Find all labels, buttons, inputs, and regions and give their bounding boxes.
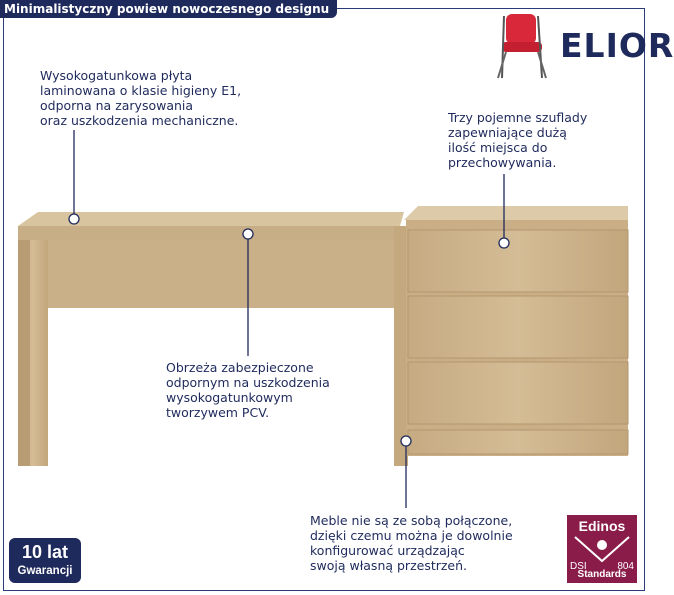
- annotation-drawers: Trzy pojemne szuflady zapewniające dużą ilość miejsca do przechowywania.: [448, 110, 588, 170]
- certificate-label: Standards: [577, 569, 627, 580]
- certificate-prefix: DSI: [570, 561, 587, 572]
- annotation-configuration: Meble nie są ze sobą połączone, dzięki czemu można je dowolnie konfigurować urządzając swoją własną przestrzeń.: [310, 513, 513, 573]
- certificate-number: 804: [617, 561, 634, 572]
- annotation-edges: Obrzeża zabezpieczone odpornym na uszkodzenia wysokogatunkowym tworzywem PCV.: [166, 360, 330, 420]
- drawer-chest: [404, 206, 628, 456]
- annotation-laminate: Wysokogatunkowa płyta laminowana o klasie higieny E1, odporna na zarysowania oraz uszkodzenia mechaniczne.: [40, 68, 242, 128]
- certificate-brand: Edinos: [578, 518, 626, 534]
- brand-logo-text: ELIOR: [560, 26, 674, 65]
- desk: [18, 212, 408, 466]
- edinos-certificate: [567, 515, 637, 583]
- page-title: Minimalistyczny powiew nowoczesnego designu: [0, 0, 337, 18]
- warranty-years: 10 lat: [21, 542, 69, 562]
- warranty-label: Gwarancji: [17, 565, 73, 577]
- warranty-badge: [9, 538, 81, 583]
